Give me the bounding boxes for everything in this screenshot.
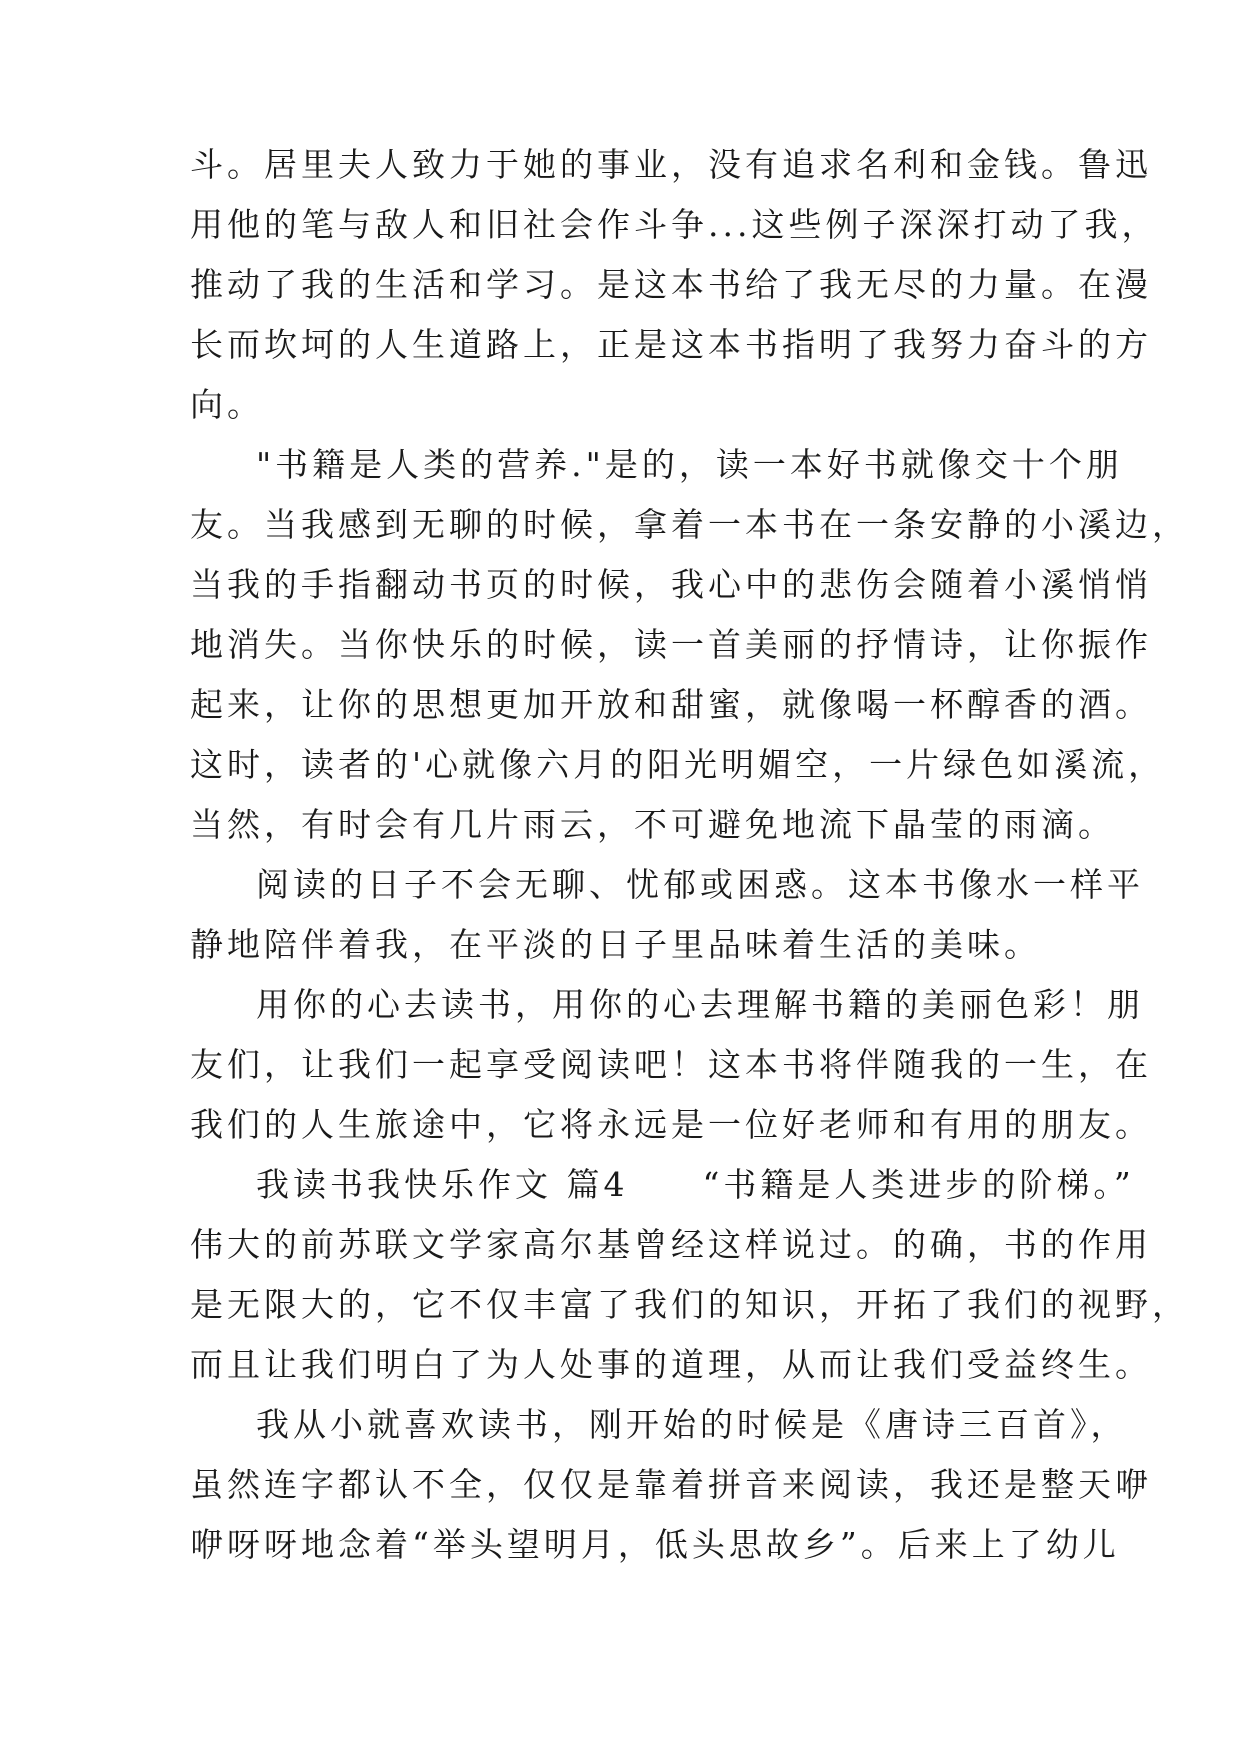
text-line-19: 伟大的前苏联文学家高尔基曾经这样说过。的确，书的作用 bbox=[190, 1225, 1152, 1264]
text-line-22: 我从小就喜欢读书，刚开始的时候是《唐诗三百首》， bbox=[256, 1405, 1128, 1444]
text-line-2: 用他的笔与敌人和旧社会作斗争...这些例子深深打动了我， bbox=[190, 205, 1159, 244]
text-line-14: 静地陪伴着我，在平淡的日子里品味着生活的美味。 bbox=[190, 925, 1041, 964]
text-line-13: 阅读的日子不会无聊、忧郁或困惑。这本书像水一样平 bbox=[256, 865, 1144, 904]
text-line-17: 我们的人生旅途中，它将永远是一位好老师和有用的朋友。 bbox=[190, 1105, 1152, 1144]
text-line-15: 用你的心去读书，用你的心去理解书籍的美丽色彩！朋 bbox=[256, 985, 1144, 1024]
text-line-20: 是无限大的，它不仅丰富了我们的知识，开拓了我们的视野， bbox=[190, 1285, 1189, 1324]
text-line-7: 友。当我感到无聊的时候，拿着一本书在一条安静的小溪边， bbox=[190, 505, 1189, 544]
text-line-11: 这时，读者的'心就像六月的阳光明媚空，一片绿色如溪流， bbox=[190, 745, 1166, 784]
text-line-23: 虽然连字都认不全，仅仅是靠着拼音来阅读，我还是整天咿 bbox=[190, 1465, 1152, 1504]
text-line-4: 长而坎坷的人生道路上，正是这本书指明了我努力奋斗的方 bbox=[190, 325, 1152, 364]
text-line-3: 推动了我的生活和学习。是这本书给了我无尽的力量。在漫 bbox=[190, 265, 1152, 304]
text-line-24: 咿呀呀地念着“举头望明月，低头思故乡”。后来上了幼儿 bbox=[190, 1525, 1120, 1564]
text-line-21: 而且让我们明白了为人处事的道理，从而让我们受益终生。 bbox=[190, 1345, 1152, 1384]
text-line-16: 友们，让我们一起享受阅读吧！这本书将伴随我的一生，在 bbox=[190, 1045, 1152, 1084]
text-line-18: 我读书我快乐作文 篇4 “书籍是人类进步的阶梯。” bbox=[256, 1165, 1135, 1204]
text-line-8: 当我的手指翻动书页的时候，我心中的悲伤会随着小溪悄悄 bbox=[190, 565, 1152, 604]
text-line-12: 当然，有时会有几片雨云，不可避免地流下晶莹的雨滴。 bbox=[190, 805, 1115, 844]
text-line-1: 斗。居里夫人致力于她的事业，没有追求名利和金钱。鲁迅 bbox=[190, 145, 1152, 184]
text-line-5: 向。 bbox=[190, 385, 264, 424]
text-line-10: 起来，让你的思想更加开放和甜蜜，就像喝一杯醇香的酒。 bbox=[190, 685, 1152, 724]
text-line-9: 地消失。当你快乐的时候，读一首美丽的抒情诗，让你振作 bbox=[190, 625, 1152, 664]
text-line-6: "书籍是人类的营养."是的，读一本好书就像交十个朋 bbox=[256, 445, 1123, 484]
